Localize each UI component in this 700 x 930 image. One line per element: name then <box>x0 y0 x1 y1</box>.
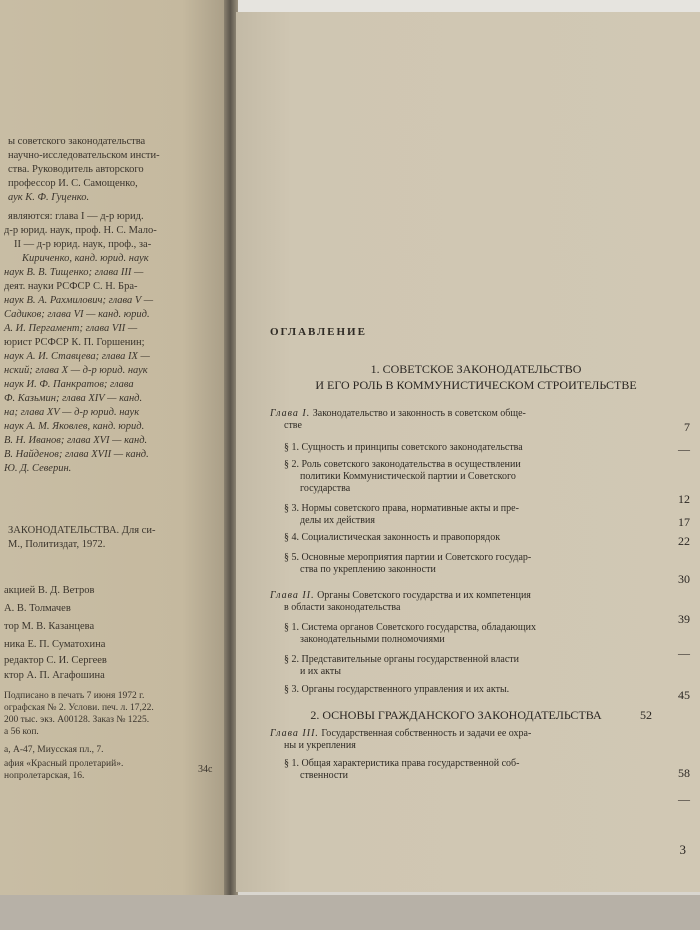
left-line: 200 тыс. экз. А00128. Заказ № 1225. <box>4 715 150 725</box>
left-line: д-р юрид. наук, проф. Н. С. Мало- <box>4 225 157 236</box>
left-line: В. Н. Иванов; глава XVI — канд. <box>4 435 148 446</box>
toc-entry-cont: ственности <box>300 770 349 781</box>
toc-entry-cont: делы их действия <box>300 515 375 526</box>
left-line: наук В. А. Рахмилович; глава V — <box>4 295 154 306</box>
toc-entry: § 2. Роль советского законодательства в осуществлении <box>284 459 521 470</box>
left-line: А. В. Толмачев <box>4 603 71 614</box>
left-line-code: 34с <box>198 764 213 775</box>
toc-title: ОГЛАВЛЕНИЕ <box>270 326 367 338</box>
toc-entry: § 3. Нормы советского права, нормативные акты и пре- <box>284 503 519 514</box>
left-line: научно-исследовательском инсти- <box>8 150 160 161</box>
left-line: нский; глава X — д-р юрид. наук <box>4 365 148 376</box>
left-line: Подписано в печать 7 июня 1972 г. <box>4 691 145 701</box>
page-folio: 3 <box>679 842 686 857</box>
left-line: В. Найденов; глава XVII — канд. <box>4 449 149 460</box>
left-line: наук И. Ф. Панкратов; глава <box>4 379 134 390</box>
table-surface <box>0 895 700 930</box>
chapter-prefix: Глава II. <box>270 590 315 601</box>
toc-entry: § 1. Сущность и принципы советского законодательства <box>284 442 523 453</box>
left-line: наук А. М. Яковлев, канд. юрид. <box>4 421 145 432</box>
page-number: — <box>678 442 690 456</box>
left-line: ы советского законодательства <box>8 136 146 147</box>
page-number: 45 <box>678 688 690 702</box>
left-line: ства. Руководитель авторского <box>8 164 144 175</box>
left-line: нопролетарская, 16. <box>4 771 85 781</box>
section-heading: И ЕГО РОЛЬ В КОММУНИСТИЧЕСКОМ СТРОИТЕЛЬСТВЕ <box>315 378 637 392</box>
page-number: — <box>678 792 690 806</box>
left-line: II — д-р юрид. наук, проф., за- <box>14 239 152 250</box>
left-line: Садиков; глава VI — канд. юрид. <box>4 309 150 320</box>
left-line: ктор А. П. Агафошина <box>4 670 105 681</box>
chapter-entry <box>270 728 680 740</box>
left-line: наук В. В. Тищенко; глава III — <box>4 267 144 278</box>
toc-entry: § 2. Представительные органы государственной власти <box>284 654 519 665</box>
left-line: профессор И. С. Самощенко, <box>8 178 138 189</box>
left-line: являются: глава I — д-р юрид. <box>8 211 144 222</box>
chapter-entry <box>270 408 680 420</box>
page-number: — <box>678 646 690 660</box>
toc-entry-cont: ства по укреплению законности <box>300 564 436 575</box>
chapter-title: Органы Советского государства и их компетенция <box>317 590 531 601</box>
page-number: 39 <box>678 612 690 626</box>
chapter-title: Государственная собственность и задачи ее охра- <box>321 728 532 739</box>
left-page <box>0 0 228 900</box>
chapter-title-cont: в области законодательства <box>284 602 401 613</box>
page-number: 58 <box>678 766 690 780</box>
toc-entry-cont: политики Коммунистической партии и Советского <box>300 471 516 482</box>
chapter-entry <box>270 590 680 602</box>
page-number: 22 <box>678 534 690 548</box>
page-number: 12 <box>678 492 690 506</box>
toc-entry-cont: и их акты <box>300 666 341 677</box>
left-line: Ю. Д. Северин. <box>4 463 72 474</box>
section-heading: 2. ОСНОВЫ ГРАЖДАНСКОГО ЗАКОНОДАТЕЛЬСТВА <box>310 708 602 722</box>
page-number: 30 <box>678 572 690 586</box>
left-line: ографская № 2. Услови. печ. л. 17,22. <box>4 703 154 713</box>
chapter-title-cont: стве <box>284 420 302 431</box>
left-line: тор М. В. Казанцева <box>4 621 95 632</box>
toc-entry: § 1. Система органов Советского государства, обладающих <box>284 622 536 633</box>
left-line: А. И. Пергамент; глава VII — <box>4 323 138 334</box>
page-number: 52 <box>640 708 652 722</box>
left-line: редактор С. И. Сергеев <box>4 655 107 666</box>
toc-entry-cont: государства <box>300 483 351 494</box>
left-line: ЗАКОНОДАТЕЛЬСТВА. Для си- <box>8 525 156 536</box>
toc-entry: § 3. Органы государственного управления и их акты. <box>284 684 510 695</box>
chapter-title: Законодательство и законность в советском обще- <box>312 408 526 419</box>
toc-entry-cont: законодательными полномочиями <box>300 634 445 645</box>
section-heading: 1. СОВЕТСКОЕ ЗАКОНОДАТЕЛЬСТВО <box>370 362 582 376</box>
left-line: наук А. И. Ставцева; глава IX — <box>4 351 150 362</box>
chapter-prefix: Глава I. <box>270 408 311 419</box>
toc-entry: § 5. Основные мероприятия партии и Советского государ- <box>284 552 532 563</box>
left-line: М., Политиздат, 1972. <box>8 539 106 550</box>
right-page <box>236 12 700 892</box>
left-line: акцией В. Д. Ветров <box>4 585 95 596</box>
page-number: 7 <box>684 420 690 434</box>
page-number: 17 <box>678 515 690 529</box>
left-line: аук К. Ф. Гуценко. <box>8 192 90 203</box>
toc-entry: § 4. Социалистическая законность и правопорядок <box>284 532 501 543</box>
toc-entry: § 1. Общая характеристика права государственной соб- <box>284 758 520 769</box>
left-line: деят. науки РСФСР С. Н. Бра- <box>4 281 138 292</box>
left-line: юрист РСФСР К. П. Горшенин; <box>4 337 145 348</box>
left-line: Кириченко, канд. юрид. наук <box>22 253 149 264</box>
left-line: а, А-47, Миусская пл., 7. <box>4 745 104 755</box>
chapter-prefix: Глава III. <box>270 728 319 739</box>
left-line: афия «Красный пролетарий». <box>4 759 124 769</box>
left-line: ника Е. П. Суматохина <box>4 639 106 650</box>
left-line: а 56 коп. <box>4 727 39 737</box>
left-line: на; глава XV — д-р юрид. наук <box>4 407 140 418</box>
chapter-title-cont: ны и укрепления <box>284 740 356 751</box>
left-line: Ф. Казьмин; глава XIV — канд. <box>4 393 143 404</box>
